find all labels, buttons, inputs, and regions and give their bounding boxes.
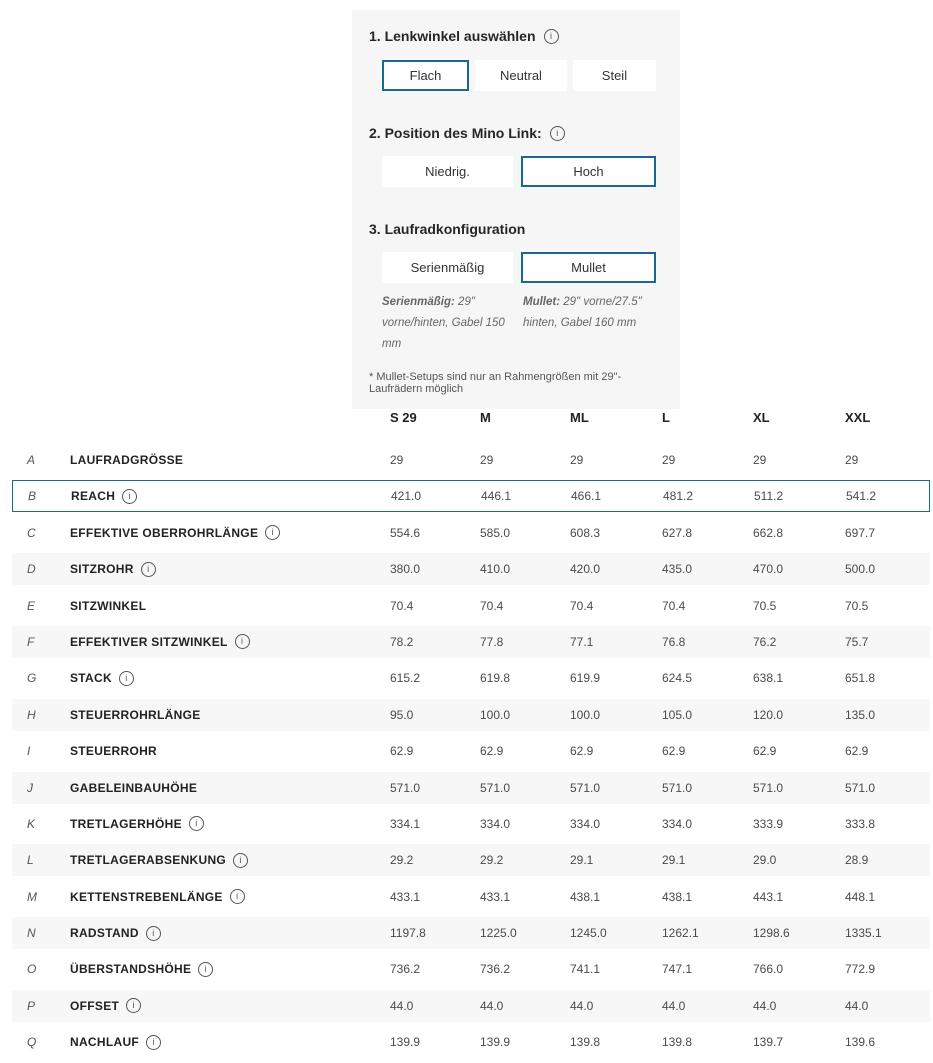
- geometry-row-n[interactable]: [12, 917, 930, 949]
- value-cell: 619.8: [480, 671, 511, 686]
- row-label: [71, 489, 391, 504]
- value-cell: 772.9: [845, 962, 876, 977]
- row-label: [70, 781, 390, 795]
- section-title-text: 3. Laufradkonfiguration: [369, 221, 526, 237]
- value-cell: 615.2: [390, 671, 421, 686]
- value-cell: 44.0: [845, 998, 869, 1013]
- value-cell: 585.0: [480, 525, 511, 540]
- value-cell: 100.0: [480, 707, 511, 722]
- option-mullet[interactable]: Mullet: [521, 252, 656, 283]
- value-cell: 29.1: [570, 853, 594, 868]
- geometry-row-k[interactable]: [12, 808, 930, 840]
- row-label-text: LAUFRADGRÖSSE: [70, 453, 184, 467]
- value-cell: 29.1: [662, 853, 686, 868]
- row-letter: J: [27, 780, 33, 795]
- value-cell: 554.6: [390, 525, 421, 540]
- caption-mullet: [523, 292, 656, 355]
- caption-text: 29" vorne/27.5" hinten, Gabel 160 mm: [523, 296, 642, 329]
- row-label: [70, 599, 390, 613]
- value-cell: 433.1: [390, 889, 421, 904]
- row-label: [70, 453, 390, 467]
- value-cell: 334.0: [480, 816, 511, 831]
- row-letter: D: [27, 562, 36, 577]
- value-cell: 75.7: [845, 634, 869, 649]
- row-label: [70, 926, 390, 941]
- value-cell: 438.1: [570, 889, 601, 904]
- value-cell: 62.9: [480, 744, 504, 759]
- info-icon[interactable]: i: [265, 525, 280, 540]
- row-letter: Q: [27, 1035, 37, 1050]
- info-icon[interactable]: i: [233, 853, 248, 868]
- section-title-text: 1. Lenkwinkel auswählen: [369, 28, 536, 44]
- value-cell: 62.9: [845, 744, 869, 759]
- info-icon[interactable]: i: [235, 634, 250, 649]
- value-cell: 697.7: [845, 525, 876, 540]
- row-letter: G: [27, 671, 37, 686]
- value-cell: 736.2: [390, 962, 421, 977]
- value-cell: 1245.0: [570, 926, 607, 941]
- value-cell: 29.2: [390, 853, 414, 868]
- value-cell: 446.1: [481, 489, 512, 504]
- value-cell: 70.4: [570, 598, 594, 613]
- geometry-row-l[interactable]: [12, 844, 930, 876]
- geometry-row-c[interactable]: [12, 517, 930, 549]
- row-label-text: ÜBERSTANDSHÖHE: [70, 962, 192, 977]
- size-header-row: [12, 400, 930, 434]
- section-title-laufradkonfiguration: [369, 221, 668, 237]
- value-cell: 438.1: [662, 889, 693, 904]
- value-cell: 443.1: [753, 889, 784, 904]
- value-cell: 139.9: [480, 1035, 511, 1050]
- value-cell: 511.2: [754, 489, 784, 504]
- value-cell: 62.9: [662, 744, 686, 759]
- value-cell: 29: [845, 453, 859, 467]
- info-icon[interactable]: i: [230, 889, 245, 904]
- row-label-text: TRETLAGERHÖHE: [70, 816, 182, 831]
- info-icon[interactable]: i: [141, 562, 156, 577]
- value-cell: 448.1: [845, 889, 876, 904]
- row-label-text: NACHLAUF: [70, 1035, 140, 1050]
- row-letter: H: [27, 707, 36, 722]
- row-label-text: STEUERROHRLÄNGE: [70, 707, 201, 722]
- value-cell: 466.1: [571, 489, 602, 504]
- row-letter: K: [27, 816, 36, 831]
- value-cell: 29.2: [480, 853, 504, 868]
- size-column-header: ML: [570, 409, 589, 425]
- value-cell: 70.4: [480, 598, 504, 613]
- value-cell: 62.9: [753, 744, 777, 759]
- row-letter: M: [27, 889, 37, 904]
- value-cell: 120.0: [753, 707, 784, 722]
- info-icon[interactable]: i: [146, 1035, 161, 1050]
- value-cell: 638.1: [753, 671, 784, 686]
- option-hoch[interactable]: Hoch: [521, 156, 656, 187]
- value-cell: 624.5: [662, 671, 693, 686]
- info-icon[interactable]: i: [119, 671, 134, 686]
- value-cell: 608.3: [570, 525, 601, 540]
- row-label-text: GABELEINBAUHÖHE: [70, 780, 198, 795]
- value-cell: 1225.0: [480, 926, 517, 941]
- row-letter: A: [27, 453, 36, 467]
- geometry-rows: [0, 444, 933, 1058]
- value-cell: 29: [390, 453, 404, 467]
- value-cell: 334.0: [662, 816, 693, 831]
- value-cell: 627.8: [662, 525, 693, 540]
- geometry-row-b[interactable]: [12, 480, 930, 512]
- option-neutral[interactable]: Neutral: [475, 60, 567, 91]
- row-label: [70, 671, 390, 686]
- value-cell: 334.1: [390, 816, 421, 831]
- row-label: [70, 889, 390, 904]
- row-letter: F: [27, 634, 35, 649]
- value-cell: 44.0: [662, 998, 686, 1013]
- size-column-header: L: [662, 409, 670, 425]
- geometry-row-f[interactable]: [12, 626, 930, 658]
- info-icon[interactable]: i: [126, 998, 141, 1013]
- row-label-text: REACH: [71, 489, 116, 504]
- value-cell: 62.9: [570, 744, 594, 759]
- value-cell: 100.0: [570, 707, 601, 722]
- size-column-header: XL: [753, 409, 770, 425]
- row-label: [70, 853, 390, 868]
- geometry-row-a[interactable]: [12, 444, 930, 476]
- value-cell: 1262.1: [662, 926, 699, 941]
- value-cell: 433.1: [480, 889, 511, 904]
- value-cell: 736.2: [480, 962, 511, 977]
- row-label-text: OFFSET: [70, 998, 120, 1013]
- section-title-mino-link: [369, 125, 668, 141]
- value-cell: 44.0: [753, 998, 777, 1013]
- option-steil[interactable]: Steil: [573, 60, 656, 91]
- row-label-text: KETTENSTREBENLÄNGE: [70, 889, 223, 904]
- value-cell: 29: [662, 453, 676, 467]
- value-cell: 77.1: [570, 634, 594, 649]
- geometry-row-g[interactable]: [12, 662, 930, 694]
- value-cell: 380.0: [390, 562, 421, 577]
- value-cell: 78.2: [390, 634, 414, 649]
- row-label-text: TRETLAGERABSENKUNG: [70, 853, 227, 868]
- value-cell: 70.5: [753, 598, 777, 613]
- geometry-table: [0, 400, 933, 1063]
- value-cell: 76.8: [662, 634, 686, 649]
- lenkwinkel-options: [382, 60, 656, 91]
- value-cell: 70.5: [845, 598, 869, 613]
- row-label: [70, 998, 390, 1013]
- row-label-text: SITZROHR: [70, 562, 134, 577]
- value-cell: 135.0: [845, 707, 876, 722]
- value-cell: 333.9: [753, 816, 784, 831]
- value-cell: 1197.8: [390, 926, 426, 941]
- value-cell: 139.9: [390, 1035, 421, 1050]
- row-letter: I: [27, 744, 31, 759]
- row-label: [70, 562, 390, 577]
- value-cell: 139.7: [753, 1035, 784, 1050]
- info-icon[interactable]: i: [198, 962, 213, 977]
- value-cell: 500.0: [845, 562, 876, 577]
- geometry-row-p[interactable]: [12, 990, 930, 1022]
- value-cell: 420.0: [570, 562, 601, 577]
- caption-lead: Mullet:: [523, 296, 561, 308]
- geometry-row-j[interactable]: [12, 772, 930, 804]
- option-flach[interactable]: Flach: [382, 60, 469, 91]
- value-cell: 44.0: [570, 998, 594, 1013]
- row-letter: P: [27, 998, 36, 1013]
- row-label: [70, 708, 390, 722]
- value-cell: 1298.6: [753, 926, 790, 941]
- value-cell: 44.0: [390, 998, 414, 1013]
- info-icon[interactable]: i: [146, 926, 161, 941]
- row-label: [70, 962, 390, 977]
- value-cell: 70.4: [390, 598, 414, 613]
- value-cell: 333.8: [845, 816, 876, 831]
- row-label-text: STACK: [70, 671, 112, 686]
- value-cell: 139.6: [845, 1035, 876, 1050]
- row-letter: C: [27, 525, 36, 540]
- value-cell: 571.0: [570, 780, 601, 795]
- row-label: [70, 1035, 390, 1050]
- size-column-header: S 29: [390, 409, 417, 425]
- value-cell: 421.0: [391, 489, 422, 504]
- geometry-config-panel: [352, 10, 680, 409]
- value-cell: 571.0: [753, 780, 784, 795]
- size-column-header: XXL: [845, 409, 871, 425]
- value-cell: 741.1: [570, 962, 601, 977]
- value-cell: 571.0: [662, 780, 693, 795]
- value-cell: 1335.1: [845, 926, 882, 941]
- option-captions: [382, 292, 656, 355]
- info-icon[interactable]: i: [550, 126, 565, 141]
- caption-lead: Serienmäßig:: [382, 296, 455, 308]
- laufrad-options: [382, 252, 656, 283]
- value-cell: 105.0: [662, 707, 693, 722]
- value-cell: 571.0: [390, 780, 421, 795]
- value-cell: 662.8: [753, 525, 784, 540]
- value-cell: 76.2: [753, 634, 777, 649]
- size-column-header: M: [480, 409, 491, 425]
- row-label-text: SITZWINKEL: [70, 598, 147, 613]
- row-label-text: RADSTAND: [70, 926, 139, 941]
- value-cell: 28.9: [845, 853, 869, 868]
- geometry-row-h[interactable]: [12, 699, 930, 731]
- geometry-row-q[interactable]: [12, 1026, 930, 1058]
- value-cell: 334.0: [570, 816, 601, 831]
- row-letter: E: [27, 598, 36, 613]
- caption-text: 29" vorne/hinten, Gabel 150 mm: [382, 296, 505, 350]
- caption-serienmaessig: [382, 292, 515, 355]
- row-label: [70, 816, 390, 831]
- row-label-text: EFFEKTIVER SITZWINKEL: [70, 634, 228, 649]
- value-cell: 29.0: [753, 853, 777, 868]
- value-cell: 651.8: [845, 671, 876, 686]
- value-cell: 541.2: [846, 489, 877, 504]
- value-cell: 29: [480, 453, 494, 467]
- row-letter: B: [28, 489, 37, 504]
- row-label-text: EFFEKTIVE OBERROHRLÄNGE: [70, 525, 259, 540]
- value-cell: 139.8: [570, 1035, 601, 1050]
- value-cell: 481.2: [663, 489, 694, 504]
- info-icon[interactable]: i: [189, 816, 204, 831]
- geometry-row-d[interactable]: [12, 553, 930, 585]
- value-cell: 139.8: [662, 1035, 693, 1050]
- value-cell: 29: [753, 453, 767, 467]
- value-cell: 44.0: [480, 998, 504, 1013]
- info-icon[interactable]: i: [122, 489, 137, 504]
- value-cell: 747.1: [662, 962, 693, 977]
- row-letter: N: [27, 926, 36, 941]
- row-label: [70, 744, 390, 758]
- value-cell: 62.9: [390, 744, 414, 759]
- row-label: [70, 525, 390, 540]
- mino-link-options: [382, 156, 656, 187]
- section-title-text: 2. Position des Mino Link:: [369, 125, 542, 141]
- info-icon[interactable]: i: [544, 29, 559, 44]
- row-label-text: STEUERROHR: [70, 744, 158, 759]
- value-cell: 95.0: [390, 707, 414, 722]
- value-cell: 470.0: [753, 562, 784, 577]
- value-cell: 410.0: [480, 562, 511, 577]
- geometry-row-m[interactable]: [12, 881, 930, 913]
- value-cell: 29: [570, 453, 584, 467]
- option-serienmaessig[interactable]: Serienmäßig: [382, 252, 513, 283]
- value-cell: 77.8: [480, 634, 504, 649]
- value-cell: 619.9: [570, 671, 601, 686]
- option-niedrig[interactable]: Niedrig.: [382, 156, 513, 187]
- section-title-lenkwinkel: [369, 28, 668, 44]
- value-cell: 435.0: [662, 562, 693, 577]
- row-letter: O: [27, 962, 37, 977]
- row-letter: L: [27, 853, 34, 868]
- geometry-row-o[interactable]: [12, 953, 930, 985]
- geometry-row-i[interactable]: [12, 735, 930, 767]
- row-label: [70, 634, 390, 649]
- mullet-footnote: * Mullet-Setups sind nur an Rahmengrößen mit 29"-Laufrädern möglich: [369, 371, 622, 395]
- geometry-row-e[interactable]: [12, 590, 930, 622]
- value-cell: 571.0: [480, 780, 511, 795]
- value-cell: 571.0: [845, 780, 876, 795]
- value-cell: 70.4: [662, 598, 686, 613]
- value-cell: 766.0: [753, 962, 784, 977]
